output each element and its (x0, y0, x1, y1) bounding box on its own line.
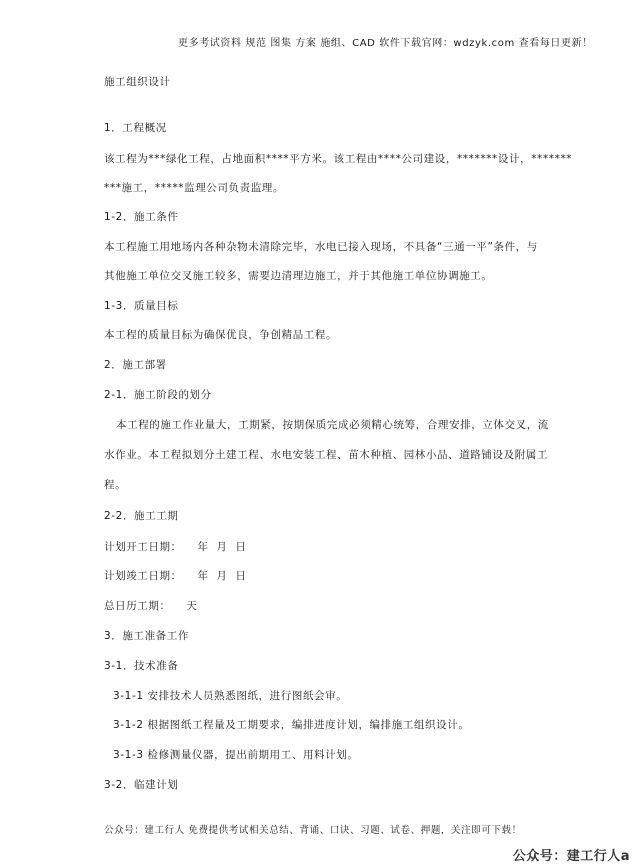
watermark: 公众号：建工行人a (512, 849, 630, 864)
site-header-notice: 更多考试资料 规范 图集 方案 施组、CAD 软件下载官网：wdzyk.com 查看每日更新！ (178, 38, 593, 49)
list-item: 3-1-3 检修测量仪器，提出前期用工、用料计划。 (113, 749, 359, 761)
section-heading-2-1: 2-1．施工阶段的划分 (104, 389, 212, 401)
planned-completion-date: 计划竣工日期： 年 月 日 (104, 570, 247, 582)
paragraph-line: 程。 (104, 479, 127, 491)
paragraph-line: 水作业。本工程拟划分土建工程、水电安装工程、苗木种植、园林小品、道路铺设及附属工 (104, 449, 548, 461)
planned-start-date: 计划开工日期： 年 月 日 (104, 541, 247, 553)
total-calendar-days: 总日历工期： 天 (104, 600, 198, 612)
section-heading-2-2: 2-2．施工工期 (104, 510, 179, 522)
section-heading-3: 3．施工准备工作 (104, 630, 189, 642)
section-heading-1-3: 1-3．质量目标 (104, 300, 179, 312)
section-heading-1-2: 1-2．施工条件 (104, 211, 179, 223)
section-heading-3-1: 3-1．技术准备 (104, 660, 179, 672)
list-item: 3-1-1 安排技术人员熟悉图纸，进行图纸会审。 (113, 690, 348, 702)
paragraph-line: 其他施工单位交叉施工较多，需要边清理边施工，并于其他施工单位协调施工。 (104, 270, 493, 282)
paragraph-line: 本工程施工用地场内各种杂物未清除完毕，水电已接入现场，不具备“三通一平”条件，与 (104, 241, 538, 253)
section-heading-2: 2．施工部署 (104, 359, 167, 371)
paragraph-line: 本工程的施工作业量大，工期紧，按期保质完成必须精心统筹，合理安排，立体交叉，流 (116, 419, 549, 431)
paragraph-line: ***施工，*****监理公司负责监理。 (104, 182, 284, 194)
footer-notice: 公众号：建工行人 免费提供考试相关总结、背诵、口诀、习题、试卷、押题，关注即可下载！ (104, 825, 522, 836)
section-heading-3-2: 3-2．临建计划 (104, 779, 179, 791)
paragraph-line: 本工程的质量目标为确保优良，争创精品工程。 (104, 329, 338, 341)
paragraph-line: 该工程为***绿化工程，占地面积****平方米。该工程由****公司建设，*******设计，******* (104, 153, 573, 165)
list-item: 3-1-2 根据图纸工程量及工期要求，编排进度计划，编排施工组织设计。 (113, 719, 470, 731)
section-heading-1: 1．工程概况 (104, 122, 167, 134)
document-title: 施工组织设计 (104, 76, 171, 88)
